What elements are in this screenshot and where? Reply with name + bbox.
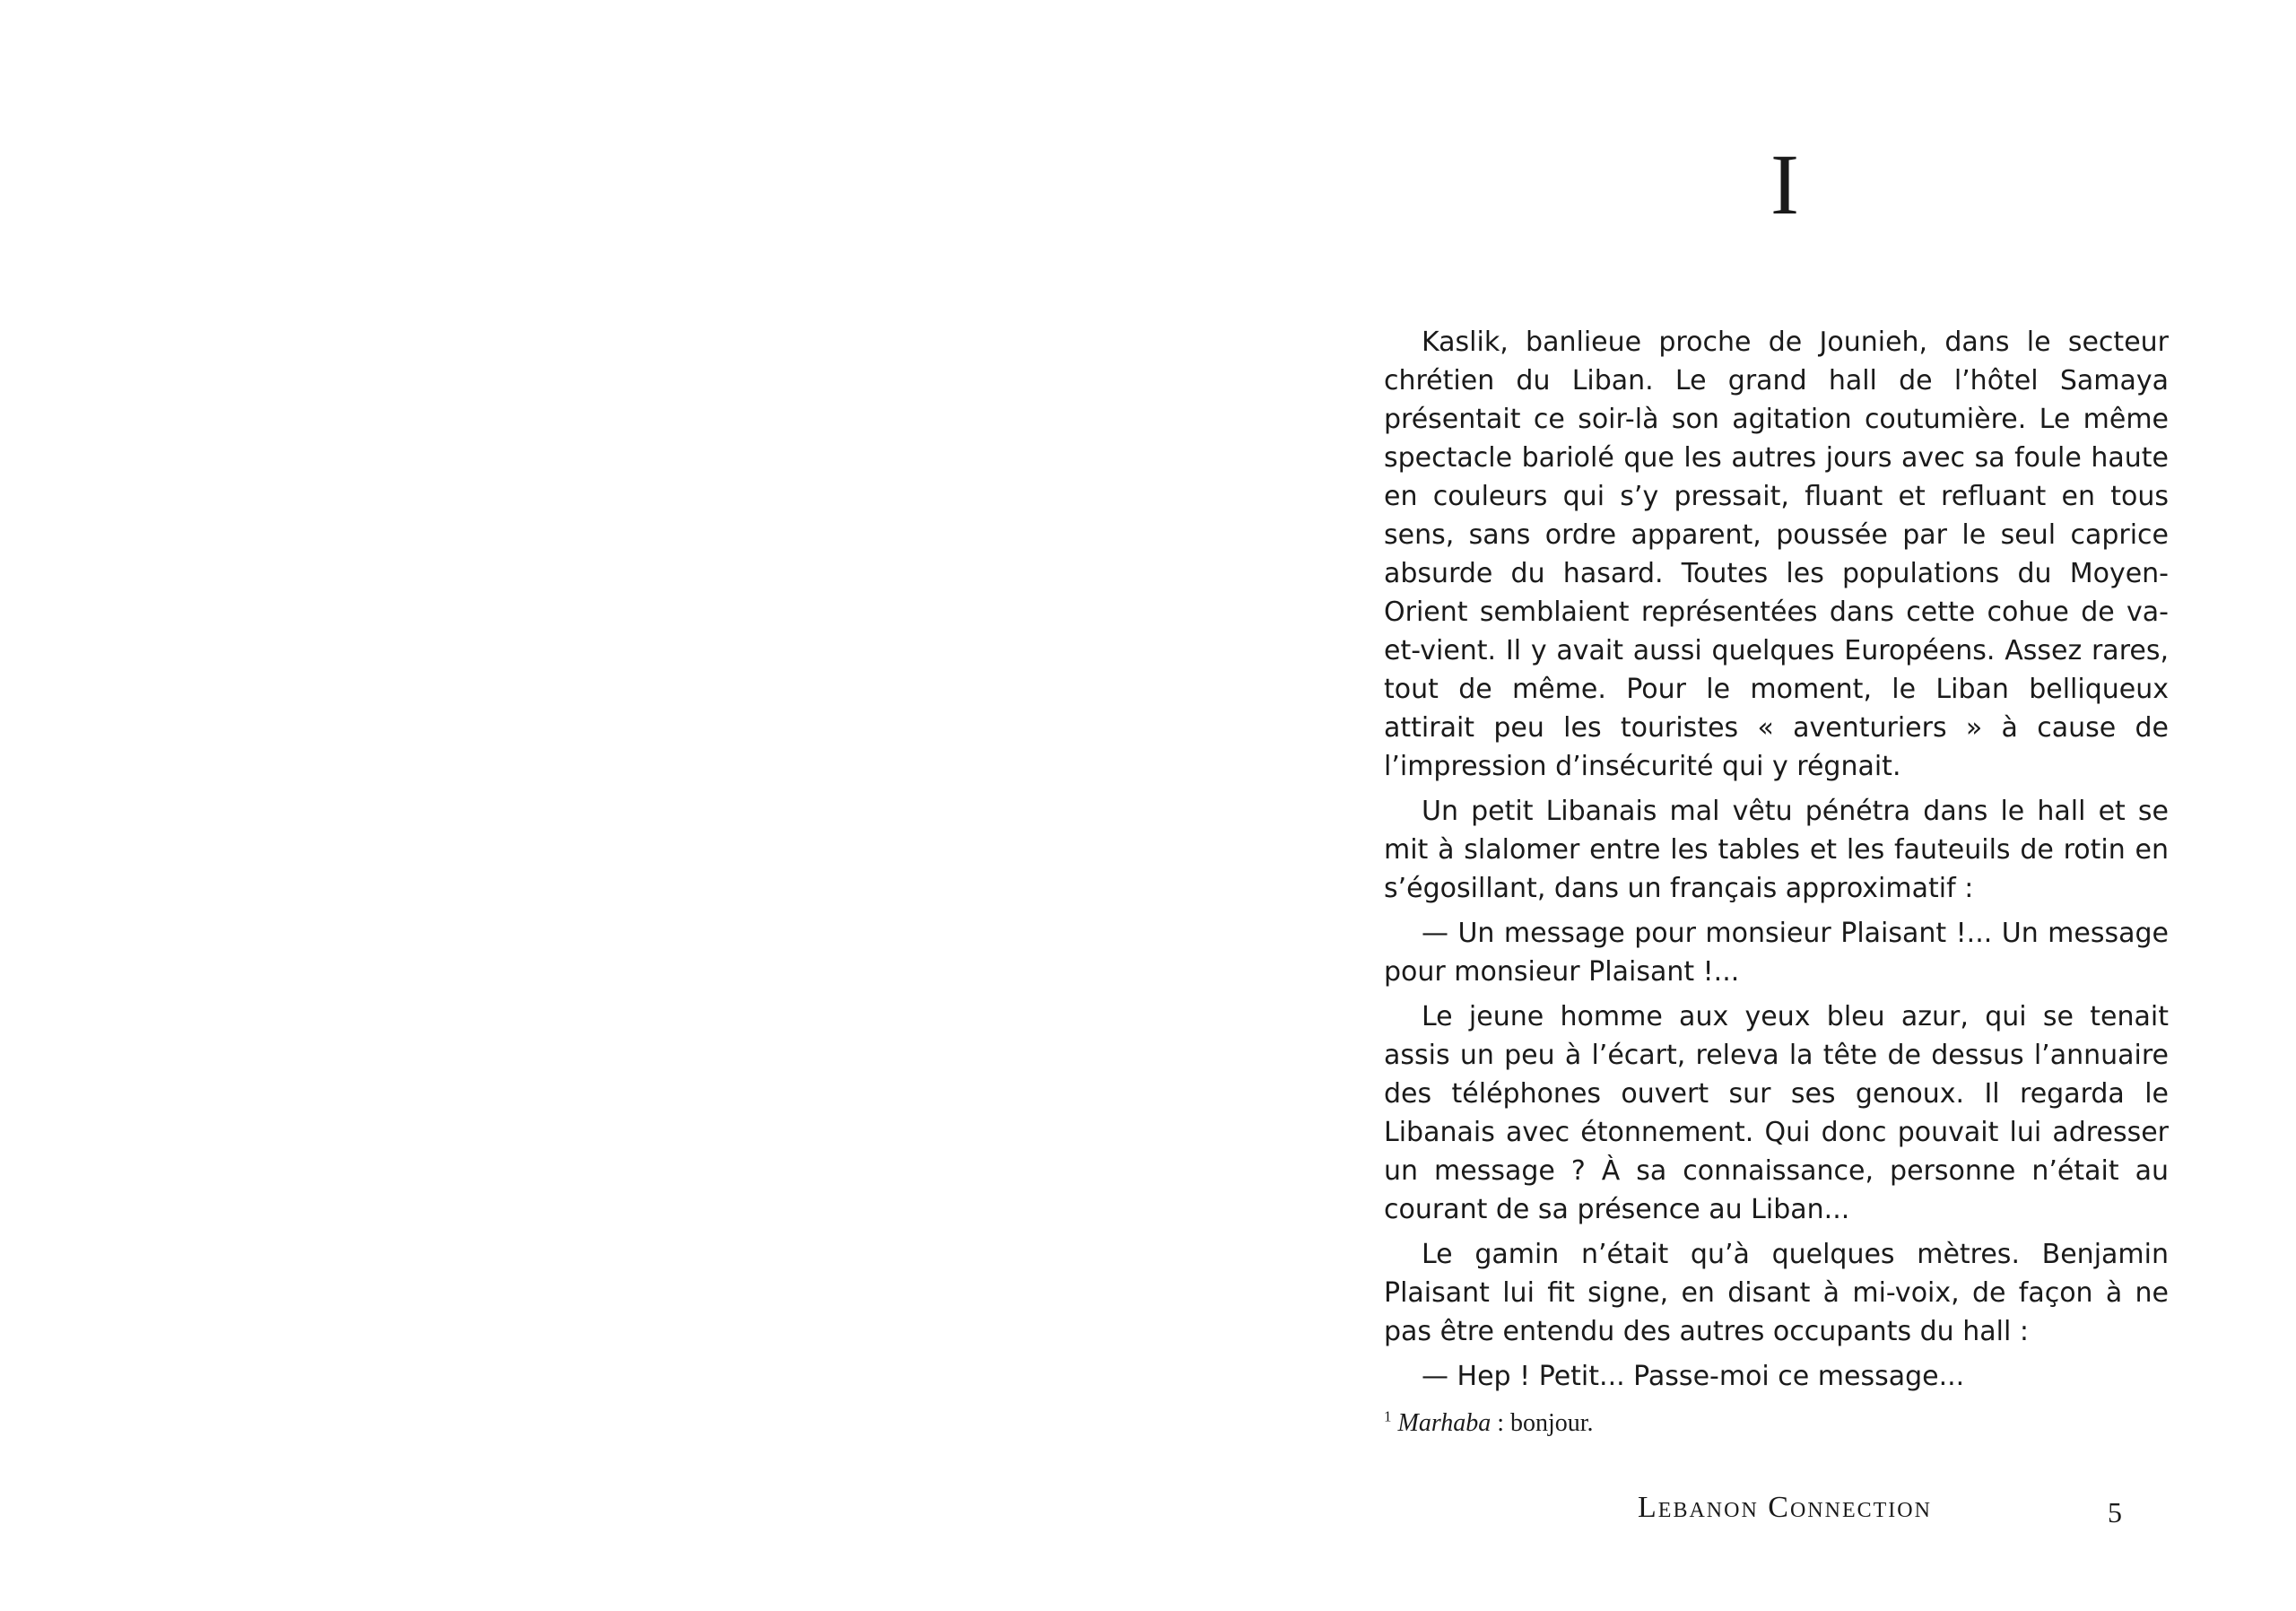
footnote-marker: 1: [1384, 1407, 1392, 1425]
page-number: 5: [2108, 1496, 2122, 1528]
chapter-numeral: I: [1770, 136, 1799, 232]
paragraph-3-dialogue: — Un message pour monsieur Plaisant !... Un message pour monsieur Plaisant !...: [1384, 918, 2169, 988]
paragraph-6-dialogue: — Hep ! Petit... Passe-moi ce message...: [1422, 1361, 1965, 1392]
footnote-definition: : bonjour.: [1491, 1409, 1594, 1437]
footnote: [1384, 1409, 1594, 1438]
chapter-body: [1384, 323, 2169, 1402]
paragraph-2: Un petit Libanais mal vêtu pénétra dans le hall et se mit à slalomer entre les tables et les fauteuils de rotin en s’égosillant, dans un français approximatif :: [1384, 796, 2169, 904]
paragraph-5: Le gamin n’était qu’à quelques mètres. Benjamin Plaisant lui fit signe, en disant à mi-voix, de façon à ne pas être entendu des autres occupants du hall :: [1384, 1239, 2169, 1347]
running-title: Lebanon Connection: [1638, 1491, 1932, 1524]
footnote-term: Marhaba: [1397, 1409, 1492, 1437]
paragraph-4: Le jeune homme aux yeux bleu azur, qui se tenait assis un peu à l’écart, releva la tête de dessus l’annuaire des téléphones ouvert sur ses genoux. Il regarda le Libanais avec étonnement. Qui donc pouvait lui adresser un message ? À sa connaissance, personne n’était au courant de sa présence au Liban...: [1384, 1001, 2169, 1225]
paragraph-1: Kaslik, banlieue proche de Jounieh, dans le secteur chrétien du Liban. Le grand hall de l’hôtel Samaya présentait ce soir-là son agitation coutumière. Le même spectacle bariolé que les autres jours avec sa foule haute en couleurs qui s’y pressait, fluant et refluant en tous sens, sans ordre apparent, poussée par le seul caprice absurde du hasard. Toutes les populations du Moyen-Orient semblaient représentées dans cette cohue de va-et-vient. Il y avait aussi quelques Européens. Assez rares, tout de même. Pour le moment, le Liban belliqueux attirait peu les touristes « aventuriers » à cause de l’impression d’insécurité qui y régnait.: [1384, 327, 2169, 782]
